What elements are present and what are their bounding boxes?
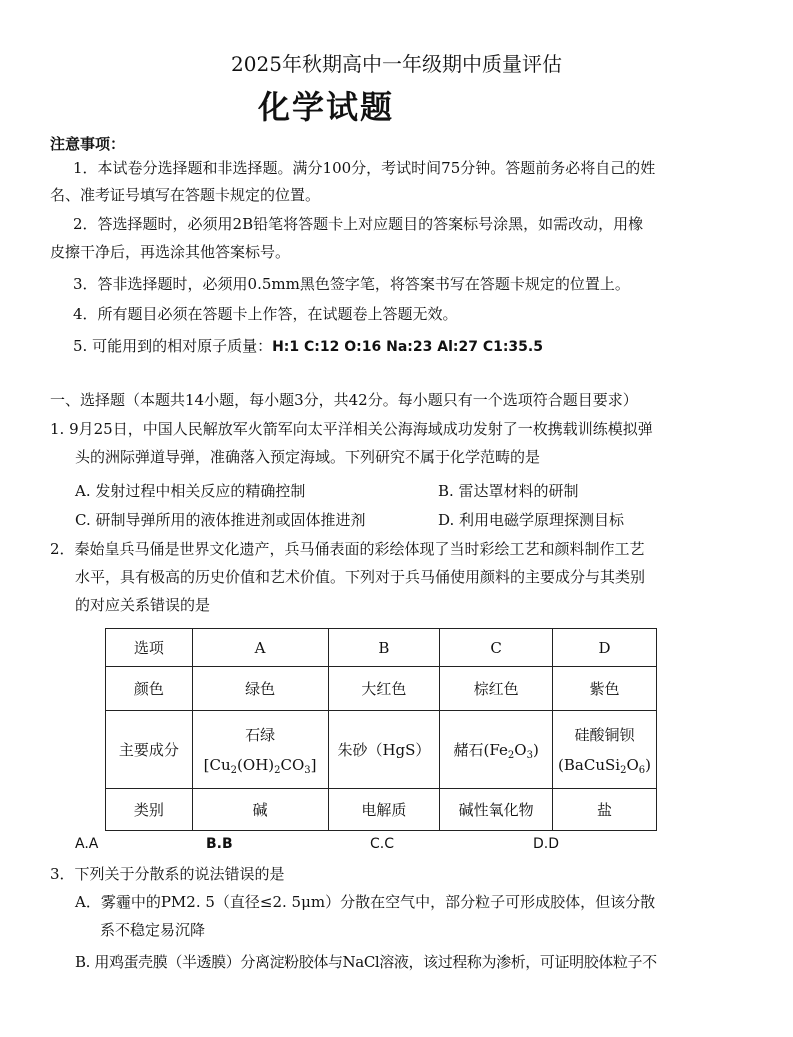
q1-option-b: B. 雷达罩材料的研制 (438, 482, 579, 500)
note-1-line-2: 名、准考证号填写在答题卡规定的位置。 (50, 186, 321, 204)
q1-option-c: C. 研制导弹所用的液体推进剂或固体推进剂 (75, 511, 366, 529)
q3-option-a-line-2: 系不稳定易沉降 (100, 921, 206, 939)
table-header-option: 选项 (106, 629, 193, 667)
q2-stem-line-1: 2．秦始皇兵马俑是世界文化遗产，兵马俑表面的彩绘体现了当时彩绘工艺和颜料制作工艺 (50, 540, 645, 558)
q3-option-b-line-1: B. 用鸡蛋壳膜（半透膜）分离淀粉胶体与NaCl溶液，该过程称为渗析，可证明胶体粒子不 (75, 953, 657, 971)
note-1-line-1: 1．本试卷分选择题和非选择题。满分100分，考试时间75分钟。答题前务必将自己的姓 (73, 159, 656, 177)
component-d-name: 硅酸铜钡 (574, 725, 635, 744)
note-4: 4．所有题目必须在答题卡上作答，在试题卷上答题无效。 (73, 305, 458, 323)
color-c: 棕红色 (440, 667, 553, 711)
subject-title: 化学试题 (258, 88, 395, 126)
note-2-line-2: 皮擦干净后，再选涂其他答案标号。 (50, 243, 291, 261)
pigment-table (105, 628, 657, 831)
table-header-a: A (192, 629, 328, 667)
q2-answer-c: C.C (370, 836, 395, 852)
q3-stem: 3．下列关于分散系的说法错误的是 (50, 865, 285, 883)
q2-answer-a: A.A (75, 836, 99, 852)
q1-option-a: A. 发射过程中相关反应的精确控制 (75, 482, 306, 500)
component-d-formula: $(BaCuSi_2O_6)$ (558, 755, 651, 776)
q1-option-d: D. 利用电磁学原理探测目标 (438, 511, 625, 529)
note-5 (73, 335, 543, 356)
table-row (106, 711, 657, 789)
q1-stem-line-1: 1. 9月25日，中国人民解放军火箭军向太平洋相关公海海域成功发射了一枚携载训练模拟弹 (50, 420, 653, 438)
q2-stem-line-3: 的对应关系错误的是 (75, 596, 211, 614)
color-a: 绿色 (192, 667, 328, 711)
q1-stem-line-2: 头的洲际弹道导弹，准确落入预定海域。下列研究不属于化学范畴的是 (75, 448, 541, 466)
component-a-formula: $[Cu_2(OH)_2CO_3]$ (203, 755, 317, 776)
exam-title: 2025年秋期高中一年级期中质量评估 (231, 52, 562, 76)
row-label-component: 主要成分 (106, 711, 193, 789)
category-c: 碱性氧化物 (440, 789, 553, 831)
section-1-heading: 一、选择题（本题共14小题，每小题3分，共42分。每小题只有一个选项符合题目要求） (50, 391, 638, 409)
category-a: 碱 (192, 789, 328, 831)
color-d: 紫色 (553, 667, 657, 711)
q2-answer-b: B.B (206, 836, 233, 852)
component-c: 赭石$(Fe_2O_3)$ (440, 711, 553, 789)
component-a-name: 石绿 (245, 725, 276, 744)
note-2-line-1: 2．答选择题时，必须用2B铅笔将答题卡上对应题目的答案标号涂黑，如需改动，用橡 (73, 215, 644, 233)
note-5-prefix: 5. 可能用到的相对原子质量： (73, 337, 273, 355)
component-a (192, 711, 328, 789)
component-d (553, 711, 657, 789)
table-row (106, 789, 657, 831)
table-header-c: C (440, 629, 553, 667)
table-row (106, 667, 657, 711)
row-label-color: 颜色 (106, 667, 193, 711)
q3-option-a-line-1: A．雾霾中的PM2. 5（直径≤2. 5μm）分散在空气中，部分粒子可形成胶体，但该分散 (75, 893, 656, 911)
category-d: 盐 (553, 789, 657, 831)
table-row (106, 629, 657, 667)
category-b: 电解质 (328, 789, 440, 831)
q2-answer-d: D.D (533, 836, 560, 852)
row-label-category: 类别 (106, 789, 193, 831)
component-b: 朱砂（HgS） (328, 711, 440, 789)
notes-heading: 注意事项： (50, 135, 126, 153)
color-b: 大红色 (328, 667, 440, 711)
q2-stem-line-2: 水平，具有极高的历史价值和艺术价值。下列对于兵马俑使用颜料的主要成分与其类别 (75, 568, 646, 586)
note-3: 3．答非选择题时，必须用0.5mm黑色签字笔，将答案书写在答题卡规定的位置上。 (73, 275, 630, 293)
table-header-d: D (553, 629, 657, 667)
atomic-masses: H:1 C:12 O:16 Na:23 Al:27 C1:35.5 (272, 339, 543, 355)
table-header-b: B (328, 629, 440, 667)
